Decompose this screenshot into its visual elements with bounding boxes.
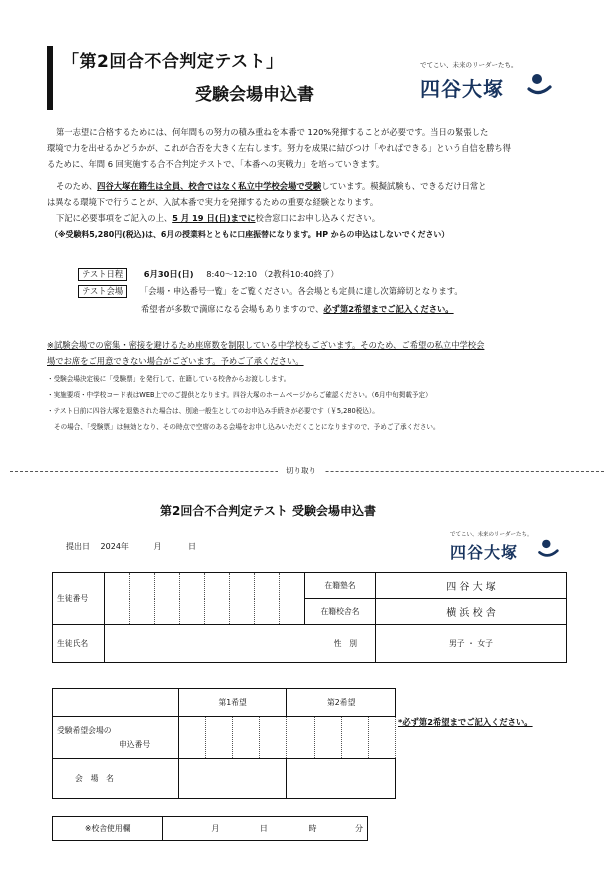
intro-text: そのため、 xyxy=(56,181,98,191)
intro-paragraph-1-line-3: るために、年間 6 回実施する合不合判定テストで、「本番への実戦力」を培っていきます。 xyxy=(47,159,385,169)
deadline-text: 5 月 19 日(日)までに xyxy=(172,213,256,223)
office-day: 日 xyxy=(259,824,268,833)
student-number-digit[interactable] xyxy=(280,573,305,625)
intro-paragraph-1-line-2: 環境で力を出せるかどうかが、これが合否を大きく左右します。努力を成果に結びつけ「やればできる」という自信を勝ち得 xyxy=(47,143,511,153)
brand-tagline: でてこい、未来のリーダーたち。 xyxy=(420,61,518,69)
choice1-label: 第1希望 xyxy=(178,689,287,717)
intro-paragraph-1-line-1: 第一志望に合格するためには、何年間もの努力の積み重ねを本番で 120%発揮することが必要です。当日の緊張した xyxy=(56,127,489,137)
page-title: 「第2回合不合判定テスト」 xyxy=(62,52,284,72)
choice1-digit[interactable] xyxy=(206,717,233,759)
student-number-label: 生徒番号 xyxy=(53,573,105,625)
student-info-table xyxy=(52,572,567,663)
student-number-digit[interactable] xyxy=(105,573,130,625)
choice2-digit[interactable] xyxy=(314,717,341,759)
note-item-1: ・受験会場決定後に「受験票」を発行して、在籍している校舎からお渡しします。 xyxy=(47,375,291,383)
school-value: 四 谷 大 塚 xyxy=(376,573,567,599)
submit-year: 2024年 xyxy=(100,542,129,551)
form-title: 第2回合不合判定テスト 受験会場申込書 xyxy=(160,504,377,518)
office-minute: 分 xyxy=(355,824,363,833)
test-date-label: テスト日程 xyxy=(78,268,127,281)
test-venue-note xyxy=(141,302,454,318)
submit-day: 日 xyxy=(188,542,196,551)
gender-select[interactable]: 男子 ・ 女子 xyxy=(376,625,567,663)
notice-line-1: ※試験会場での密集・密接を避けるため座席数を制限している中学校もございます。そのため、ご希望の私立中学校会 xyxy=(47,340,485,350)
choice1-digit[interactable] xyxy=(233,717,260,759)
venue-choice-table xyxy=(52,688,396,799)
choice2-digit[interactable] xyxy=(368,717,395,759)
office-use-datetime[interactable] xyxy=(163,817,368,841)
choice2-label: 第2希望 xyxy=(287,689,396,717)
school-label: 在籍塾名 xyxy=(305,573,376,599)
gender-label: 性 別 xyxy=(333,639,357,648)
brand-logo-text: 四谷大塚 xyxy=(420,77,504,101)
apply-number-label-line-2: 申込番号 xyxy=(119,739,151,749)
branch-value: 横 浜 校 舎 xyxy=(376,599,567,625)
note-item-2: ・実施要項・中学校コード表はWEB上でのご提供となります。四谷大塚のホームページからご確認ください。（6月中旬掲載予定） xyxy=(47,391,432,399)
choice2-venue-field[interactable] xyxy=(287,759,396,799)
fee-note: （※受験料5,280円(税込)は、6月の授業料とともに口座振替になります。HP からの申込はしないでください） xyxy=(50,230,450,239)
student-number-digit[interactable] xyxy=(180,573,205,625)
student-name-label: 生徒氏名 xyxy=(53,625,105,663)
note-item-3: ・テスト日前に四谷大塚を退塾された場合は、別途一般生としてのお申込み手続きが必要です（￥5,280税込）。 xyxy=(47,407,379,415)
test-date-row xyxy=(78,267,339,283)
choice1-digit[interactable] xyxy=(260,717,287,759)
brand-logo-icon xyxy=(526,71,552,99)
student-name-field[interactable] xyxy=(105,625,376,663)
cut-label: 切り取り xyxy=(278,465,324,476)
notice-line-2: 場でお席をご用意できない場合がございます。予めご了承ください。 xyxy=(47,356,304,366)
office-hour: 時 xyxy=(308,824,317,833)
page-subtitle: 受験会場申込書 xyxy=(195,85,314,105)
apply-number-label-line-1: 受験希望会場の xyxy=(57,725,112,735)
office-use-table xyxy=(52,816,368,841)
student-number-digit[interactable] xyxy=(155,573,180,625)
test-venue-label: テスト会場 xyxy=(78,285,127,298)
venue-name-label: 会 場 名 xyxy=(53,759,179,799)
form-brand-tagline: でてこい、未来のリーダーたち。 xyxy=(450,532,533,538)
intro-paragraph-3 xyxy=(56,211,380,227)
form-brand-logo-text: 四谷大塚 xyxy=(450,543,519,562)
submit-month: 月 xyxy=(153,542,162,551)
choice-header-blank xyxy=(53,689,179,717)
intro-paragraph-2-line-1 xyxy=(56,179,486,195)
office-use-label: ※校舎使用欄 xyxy=(53,817,163,841)
test-date-value: 6月30日(日) xyxy=(143,269,194,279)
second-choice-reminder: *必ず第2希望までご記入ください。 xyxy=(398,717,533,727)
venue-note-emphasis: 必ず第2希望までご記入ください。 xyxy=(323,304,454,314)
note-item-4: その場合、「受験票」は無効となり、その時点で空席のある会場をお申し込みいただくことになりますので、予めご了承ください。 xyxy=(54,423,440,431)
choice2-digit[interactable] xyxy=(341,717,368,759)
intro-emphasis: 四谷大塚在籍生は全員、校舎ではなく私立中学校会場で受験 xyxy=(97,181,322,191)
test-time-value: 8:40～12:10 （2教科10:40終了） xyxy=(206,269,339,279)
intro-text: 下記に必要事項をご記入の上、 xyxy=(56,213,173,223)
intro-paragraph-2-line-2: は異なる環境下で行うことが、入試本番で実力を発揮するための重要な経験となります。 xyxy=(47,197,379,207)
choice1-digit[interactable] xyxy=(178,717,205,759)
intro-text: しています。模擬試験も、できるだけ日常と xyxy=(321,181,487,191)
submit-date-row xyxy=(66,541,196,552)
test-venue-row xyxy=(78,284,463,300)
student-number-digit[interactable] xyxy=(255,573,280,625)
student-number-digit[interactable] xyxy=(130,573,155,625)
choice2-digit[interactable] xyxy=(287,717,314,759)
student-number-digit[interactable] xyxy=(205,573,230,625)
office-month: 月 xyxy=(211,824,220,833)
apply-number-label xyxy=(53,717,179,759)
choice1-venue-field[interactable] xyxy=(178,759,287,799)
intro-text: 校舎窓口にお申し込みください。 xyxy=(255,213,380,223)
submit-date-label: 提出日 xyxy=(66,542,90,551)
test-venue-text: 「会場・申込番号一覧」をご覧ください。各会場とも定員に達し次第締切となります。 xyxy=(139,286,463,296)
title-accent-bar xyxy=(47,46,53,110)
student-number-digit[interactable] xyxy=(230,573,255,625)
form-brand-logo-icon xyxy=(537,537,559,561)
branch-label: 在籍校舎名 xyxy=(305,599,376,625)
venue-note-text: 希望者が多数で満席になる会場もありますので、 xyxy=(141,304,324,314)
